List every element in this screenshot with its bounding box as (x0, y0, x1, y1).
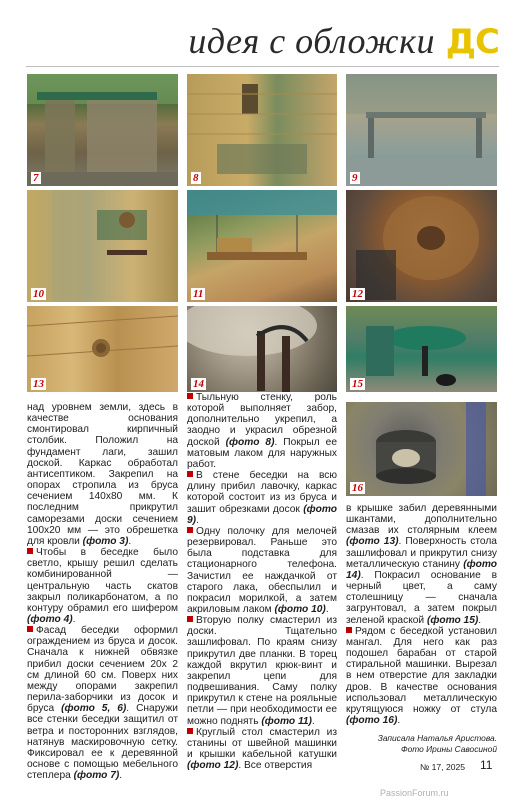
page-header (0, 0, 525, 64)
author-credit: Записала Наталья Аристова. (377, 733, 497, 743)
paragraph: Тыльную стенку, роль которой выполняет забор, дополнительно укрепил, а заодно и украсил обрезной доской (фото 8). Покрыл ее матовым лаком для наружных работ. (187, 392, 338, 470)
photo-16 (346, 402, 497, 496)
paragraph: в крышке забил деревянными шкантами, дополнительно смазав их столярным клеем (фото 13). Поверхность стола зашлифовал и прикрутил снизу металлическую станину (фото 14). Покрасил основание в черный цвет, а саму столешницу — сначала загрунтовал, а затем покрыл зеленой краской (фото 15). (346, 503, 497, 626)
bullet-square-icon (187, 616, 193, 622)
photo-8 (187, 74, 337, 186)
gazebo-camouflage-image (27, 74, 178, 186)
photo-11 (187, 190, 337, 302)
paragraph: Одну полочку для мелочей резервировал. Раньше это была подставка для стационарного телефона. Зачистил ее наждачкой от старого лака, обеспылил и покрасил морилкой, а затем акриловым лаком (фото 10). (187, 525, 337, 615)
shelf-image (27, 190, 178, 302)
text-column-1 (27, 402, 178, 781)
photo-number: 15 (352, 378, 363, 390)
photo-number: 16 (352, 482, 363, 494)
cable-reel-table-image (346, 190, 497, 302)
photo-number: 12 (352, 288, 363, 300)
paragraph: над уровнем земли, здесь в качестве основания смонтировал кирпичный столбик. Положил на фундамент лаги, зашил доской. Каркас обработал антисептиком. Закрепил на опорах стропила из бруса сечением 140х80 мм. К последним прикрутил саморезами доски сечением 100х20 мм — это обрешетка для кровли (фото 3). (27, 402, 178, 547)
photo-number: 9 (352, 172, 358, 184)
paragraph: Фасад беседки оформил ограждением из бруса и досок. Сначала к нижней обвязке прибил доски сечением 20х 2 см длиной 60 см. Поверх них между опорами закрепил перила-заборчики из досок и бруса (фото 5, 6). Снаружи все стенки беседки защитил от ветра и посторонних взглядов, натянув маскировочную сетку. Фиксировал ее к деревянной основе с помощью мебельного степлера (фото 7). (27, 625, 178, 782)
photo-number: 11 (193, 288, 204, 300)
photo-number: 8 (193, 172, 199, 184)
photo-14 (187, 306, 337, 392)
photo-9 (346, 74, 497, 186)
photo-15 (346, 306, 497, 392)
bullet-square-icon (27, 548, 33, 554)
photo-number: 13 (33, 378, 44, 390)
bench-image (346, 74, 497, 186)
header-divider (26, 66, 499, 67)
text-column-2 (187, 392, 337, 771)
wood-plank-image (27, 306, 178, 392)
green-table-image (346, 306, 497, 392)
paragraph: Круглый стол смастерил из станины от швейной машинки и крышки кабельной катушки (фото 12). Все отверстия (187, 726, 337, 772)
barbecue-drum-image (346, 402, 497, 496)
magazine-logo: ДС (445, 22, 499, 62)
photo-number: 7 (33, 172, 39, 184)
paragraph: Чтобы в беседке было светло, крышу решил сделать комбинированной — центральную часть скатов закрыл поликарбонатом, а по контуру обрамил его шифером (фото 4). (27, 547, 178, 625)
sewing-machine-base-image (187, 306, 337, 392)
watermark: PassionForum.ru (380, 788, 449, 798)
paragraph: В стене беседки на всю длину прибил лавочку, каркас которой состоит из из бруса и зашит обрезками досок (фото 9). (187, 470, 337, 526)
bullet-square-icon (187, 728, 193, 734)
bullet-square-icon (187, 527, 193, 533)
hanging-shelf-image (187, 190, 337, 302)
issue-number: № 17, 2025 (420, 762, 466, 772)
bullet-square-icon (187, 471, 193, 477)
bullet-square-icon (27, 626, 33, 632)
photo-12 (346, 190, 497, 302)
photo-13 (27, 306, 178, 392)
photo-number: 14 (193, 378, 204, 390)
page-number: 11 (480, 758, 493, 772)
article-credits (346, 733, 497, 755)
photo-number: 10 (33, 288, 44, 300)
bullet-square-icon (187, 393, 193, 399)
photo-10 (27, 190, 178, 302)
paragraph: Вторую полку смастерил из доски. Тщательно зашлифовал. По краям снизу прикрутил две планки. В торец каждой вкрутил крюк-винт и закрепил цепи для подвешивания. Саму полку прикрутил к стене на рояльные петли — при необходимости ее можно поднять (фото 11). (187, 615, 337, 727)
wooden-wall-image (187, 74, 337, 186)
photo-credit: Фото Ирины Савосиной (400, 744, 497, 754)
bullet-square-icon (346, 627, 352, 633)
photo-7 (27, 74, 178, 186)
paragraph: Рядом с беседкой установил мангал. Для него как раз подошел барабан от старой стиральной машинки. Вырезал в нем отверстие для закладки дров. В качестве основания использовал металлическую крутящуюся ножку от стула (фото 16). (346, 625, 497, 726)
section-title: идея с обложки (188, 21, 435, 61)
text-column-3 (346, 503, 497, 726)
